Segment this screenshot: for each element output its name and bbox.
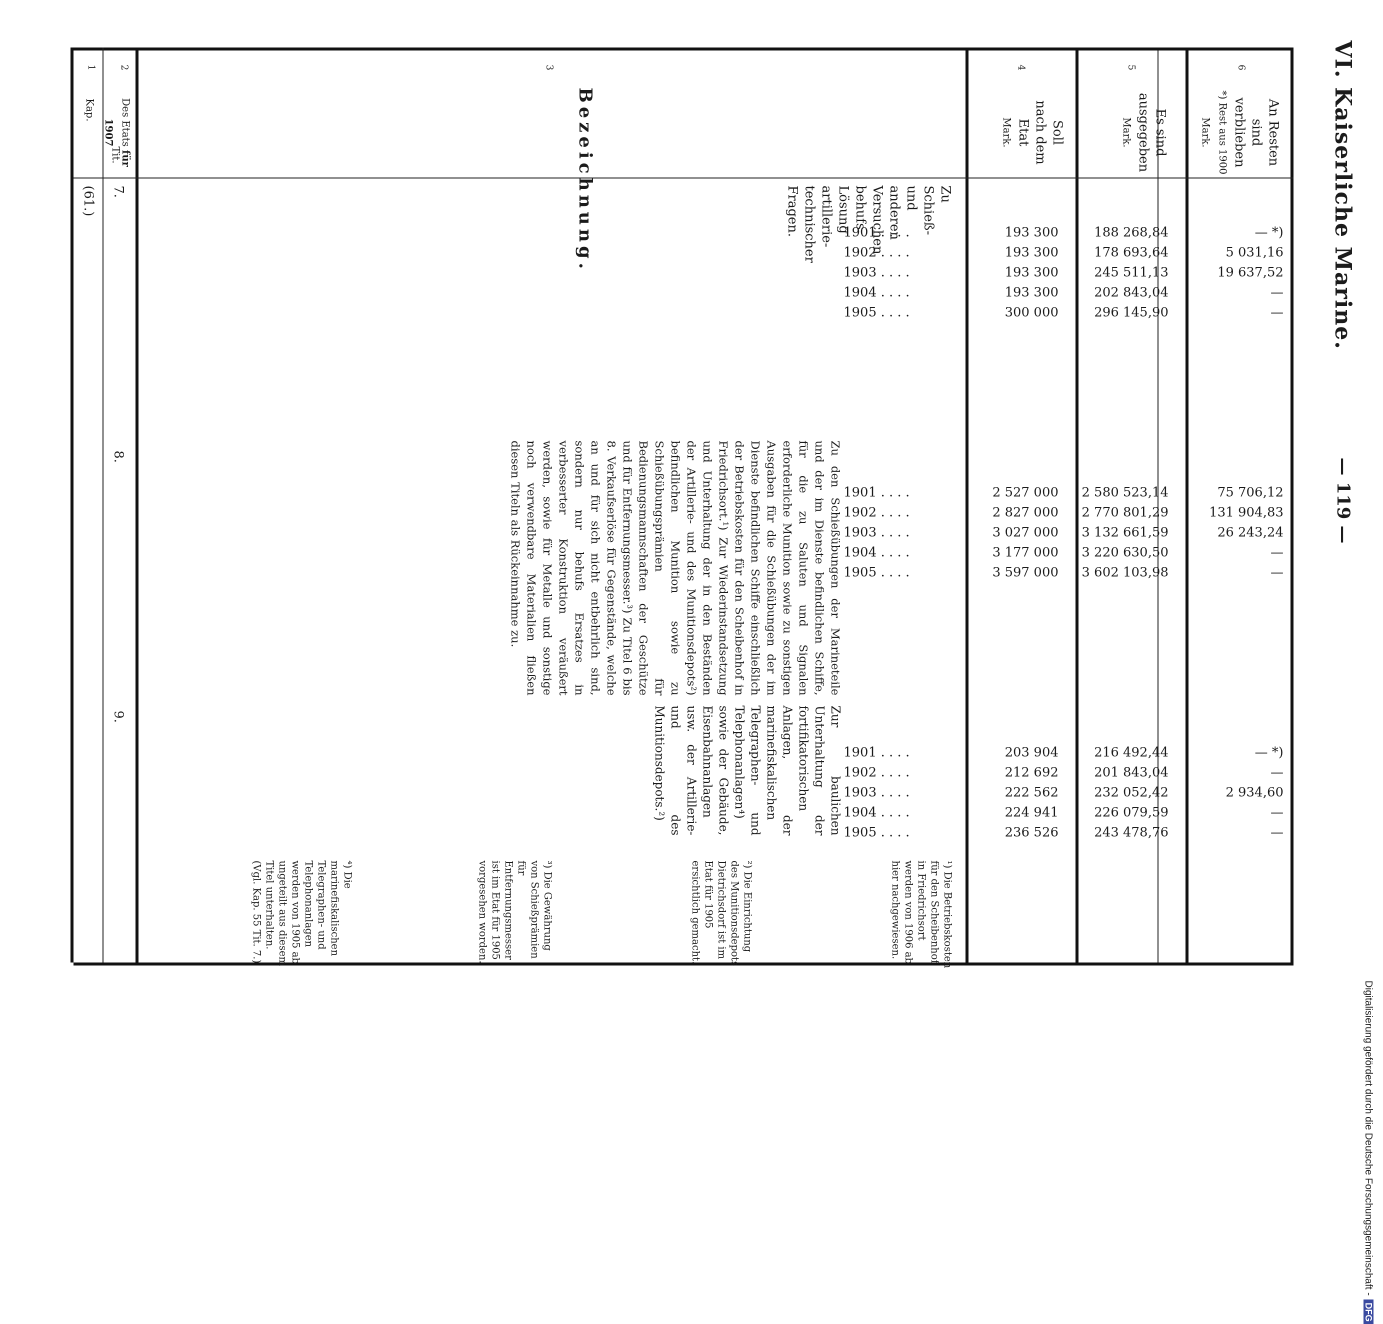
section-7-row-4-reste: — <box>1270 285 1283 300</box>
kapitel: (61.) <box>80 185 95 216</box>
section-8-row-1-reste: 75 706,12 <box>1216 485 1283 500</box>
section-8-row-3-reste: 26 243,24 <box>1216 525 1283 540</box>
col12-heading-line2: für 1907 <box>102 118 130 167</box>
section-9-row-3-soll: 222 562 <box>1004 785 1058 800</box>
section-8-row-5-soll: 3 597 000 <box>991 565 1058 580</box>
section-9-row-5-soll: 236 526 <box>1004 825 1058 840</box>
colnum-1: 1 <box>85 64 95 70</box>
footnote-3: ³) Die Gewährung von Schießprämien für Entfernungsmesser ist im Etat für 1905 vorgesehen worden. <box>476 860 552 964</box>
section-9-row-3-reste: 2 934,60 <box>1225 785 1283 800</box>
col4-heading <box>997 87 1065 177</box>
section-8-row-4-soll: 3 177 000 <box>991 545 1058 560</box>
section-9-row-2-soll: 212 692 <box>1004 765 1058 780</box>
col4-unit: Mark. <box>1000 116 1011 148</box>
col6-heading-line2: sind verblieben <box>1231 97 1263 167</box>
section-9-row-4-year: 1904 . . . . <box>843 805 910 820</box>
section-title: VI. Kaiserliche Marine. <box>1329 40 1355 350</box>
col3-heading: Bezeichnung. <box>574 87 595 273</box>
section-8-row-3-year: 1903 . . . . <box>843 525 910 540</box>
section-7-row-2-reste: 5 031,16 <box>1225 245 1283 260</box>
section-8-row-2-ausgegeben: 2 770 801,29 <box>1081 505 1168 520</box>
section-9-row-2-ausgegeben: 201 843,04 <box>1093 765 1168 780</box>
colnum-2: 2 <box>118 64 128 70</box>
section-8-row-1-ausgegeben: 2 580 523,14 <box>1081 485 1168 500</box>
col5-heading-line2: ausgegeben <box>1135 92 1150 172</box>
section-7-row-5-reste: — <box>1270 305 1283 320</box>
section-9-row-1-soll: 203 904 <box>1004 745 1058 760</box>
col5-unit: Mark. <box>1120 116 1131 148</box>
col4-heading-line2: nach dem <box>1032 99 1047 165</box>
section-7-row-5-soll: 300 000 <box>1004 305 1058 320</box>
section-8-row-4-year: 1904 . . . . <box>843 545 910 560</box>
section-7-row-5-year: 1905 . . . . <box>843 305 910 320</box>
section-9-text <box>143 705 843 835</box>
col4-heading-line1: Soll <box>1049 119 1064 145</box>
section-7-titel: 7. <box>110 185 125 198</box>
section-7-row-2-year: 1902 . . . . <box>843 245 910 260</box>
section-9-row-4-ausgegeben: 226 079,59 <box>1093 805 1168 820</box>
section-8-row-4-reste: — <box>1270 545 1283 560</box>
section-7-row-3-soll: 193 300 <box>1004 265 1058 280</box>
col6-unit: Mark. <box>1199 116 1210 148</box>
section-8-row-4-ausgegeben: 3 220 630,50 <box>1081 545 1168 560</box>
section-9-row-5-year: 1905 . . . . <box>843 825 910 840</box>
footnote-4: ⁴) Die marinefiskalischen Telegraphen- und Telephonanlagen werden von 1905 ab ungeteilt aus diesem Titel unterhalten. (Vgl. Kap. 55 Tit. 7.) <box>250 860 352 966</box>
section-7-row-3-reste: 19 637,52 <box>1216 265 1283 280</box>
footnote-2: ²) Die Einrichtung des Munitionsdepots Dietrichsdorf ist im Etat für 1905 ersichtlich gemacht. <box>689 860 752 966</box>
section-7-row-4-soll: 193 300 <box>1004 285 1058 300</box>
section-7-row-2-soll: 193 300 <box>1004 245 1058 260</box>
section-7-row-5-ausgegeben: 296 145,90 <box>1093 305 1168 320</box>
section-8-titel: 8. <box>110 450 125 463</box>
section-7-row-1-ausgegeben: 188 268,84 <box>1093 225 1168 240</box>
col1-label: Kap. <box>83 97 94 121</box>
section-8-row-2-soll: 2 827 000 <box>991 505 1058 520</box>
section-9-row-2-year: 1902 . . . . <box>843 765 910 780</box>
section-8-row-5-ausgegeben: 3 602 103,98 <box>1081 565 1168 580</box>
section-8-text <box>143 440 843 695</box>
col5-heading-line1: Es sind <box>1152 108 1167 156</box>
section-7-row-2-ausgegeben: 178 693,64 <box>1093 245 1168 260</box>
section-8-text-content: Zu den Schießübungen der Marineteile und der im Dienste befindlichen Schiffe, für die zu Saluten und Signalen erforderliche Munition sowie zu sonstigen Ausgaben für die Schießübungen der im Dienste befindlichen Schiffe einschließlich der Betriebskosten für den Scheibenhof in Friedrichsort.¹) Zur Wiederinstandsetzung und Unterhaltung der in den Beständen der Artillerie- und des Munitionsdepots²) befindlichen Munition sowie zu Schießübungsprämien für Bedienungsmannschaften der Geschütze und für Entfernungsmesser.³) Zu Titel 6 bis 8. Verkaufserlöse für Gegenstände, welche an und für sich nicht entbehrlich sind, sondern nur behufs Ersatzes in verbesserter Konstruktion veräußert werden, sowie für Metalle und sonstige noch verwendbare Materialien fließen diesen Titeln als Rückeinnahme zu. <box>508 440 842 695</box>
section-7-row-3-ausgegeben: 245 511,13 <box>1093 265 1168 280</box>
colnum-6: 6 <box>1235 64 1245 70</box>
side-credit-text: Digitalisierung gefördert durch die Deutsche Forschungsgemeinschaft - <box>1362 980 1373 1296</box>
footnote-1: ¹) Die Betriebskosten für den Scheibenhof in Friedrichsort werden von 1906 ab hier nachgewiesen. <box>889 860 952 968</box>
section-8-row-3-soll: 3 027 000 <box>991 525 1058 540</box>
col6-heading <box>1196 87 1281 177</box>
section-7-row-1-reste: — *) <box>1254 225 1283 240</box>
section-7-row-4-ausgegeben: 202 843,04 <box>1093 285 1168 300</box>
section-9-row-1-year: 1901 . . . . <box>843 745 910 760</box>
section-7-row-1-soll: 193 300 <box>1004 225 1058 240</box>
section-9-row-4-reste: — <box>1270 805 1283 820</box>
footnotes <box>153 860 953 970</box>
col6-heading-line1: An Resten <box>1265 98 1280 166</box>
section-9-row-5-ausgegeben: 243 478,76 <box>1093 825 1168 840</box>
col4-heading-line3: Etat <box>1015 118 1030 146</box>
dfg-logo: DFG <box>1363 1299 1373 1324</box>
colnum-5: 5 <box>1125 64 1135 70</box>
section-8-row-2-year: 1902 . . . . <box>843 505 910 520</box>
col12-heading-line1: Des Etats <box>119 97 130 147</box>
section-8-row-3-ausgegeben: 3 132 661,59 <box>1081 525 1168 540</box>
section-7-row-4-year: 1904 . . . . <box>843 285 910 300</box>
col5-heading <box>1117 87 1168 177</box>
col6-heading-note: *) Rest aus 1900 <box>1216 89 1227 175</box>
section-8-row-1-year: 1901 . . . . <box>843 485 910 500</box>
section-9-row-1-reste: — *) <box>1254 745 1283 760</box>
section-8-row-1-soll: 2 527 000 <box>991 485 1058 500</box>
colnum-3: 3 <box>543 64 553 70</box>
section-9-titel: 9. <box>110 710 125 723</box>
section-8-row-5-year: 1905 . . . . <box>843 565 910 580</box>
section-8-row-5-reste: — <box>1270 565 1283 580</box>
section-7-row-3-year: 1903 . . . . <box>843 265 910 280</box>
section-9-row-3-ausgegeben: 232 052,42 <box>1093 785 1168 800</box>
page-number: — 119 — <box>1332 456 1353 544</box>
section-9-row-1-ausgegeben: 216 492,44 <box>1093 745 1168 760</box>
section-8-row-2-reste: 131 904,83 <box>1208 505 1283 520</box>
section-7-row-1-year: 1901 . . . . <box>843 225 910 240</box>
section-9-text-content: Zur baulichen Unterhaltung der fortifikatorischen Anlagen, der marinefiskalischen Telegraphen- und Telephonanlagen⁴) sowie der Gebäude, Eisenbahnanlagen usw. der Artillerie- und des Munitionsdepots.²) <box>652 705 842 835</box>
col2-label: Tit. <box>109 145 120 164</box>
section-9-row-2-reste: — <box>1270 765 1283 780</box>
section-9-row-3-year: 1903 . . . . <box>843 785 910 800</box>
section-9-row-5-reste: — <box>1270 825 1283 840</box>
colnum-4: 4 <box>1015 64 1025 70</box>
section-7-text-content: Zu Schieß- und anderen Versuchen behufs Lösung artillerie-technischer Fragen. <box>784 185 952 263</box>
section-9-row-4-soll: 224 941 <box>1004 805 1058 820</box>
side-credit <box>1362 980 1373 1324</box>
